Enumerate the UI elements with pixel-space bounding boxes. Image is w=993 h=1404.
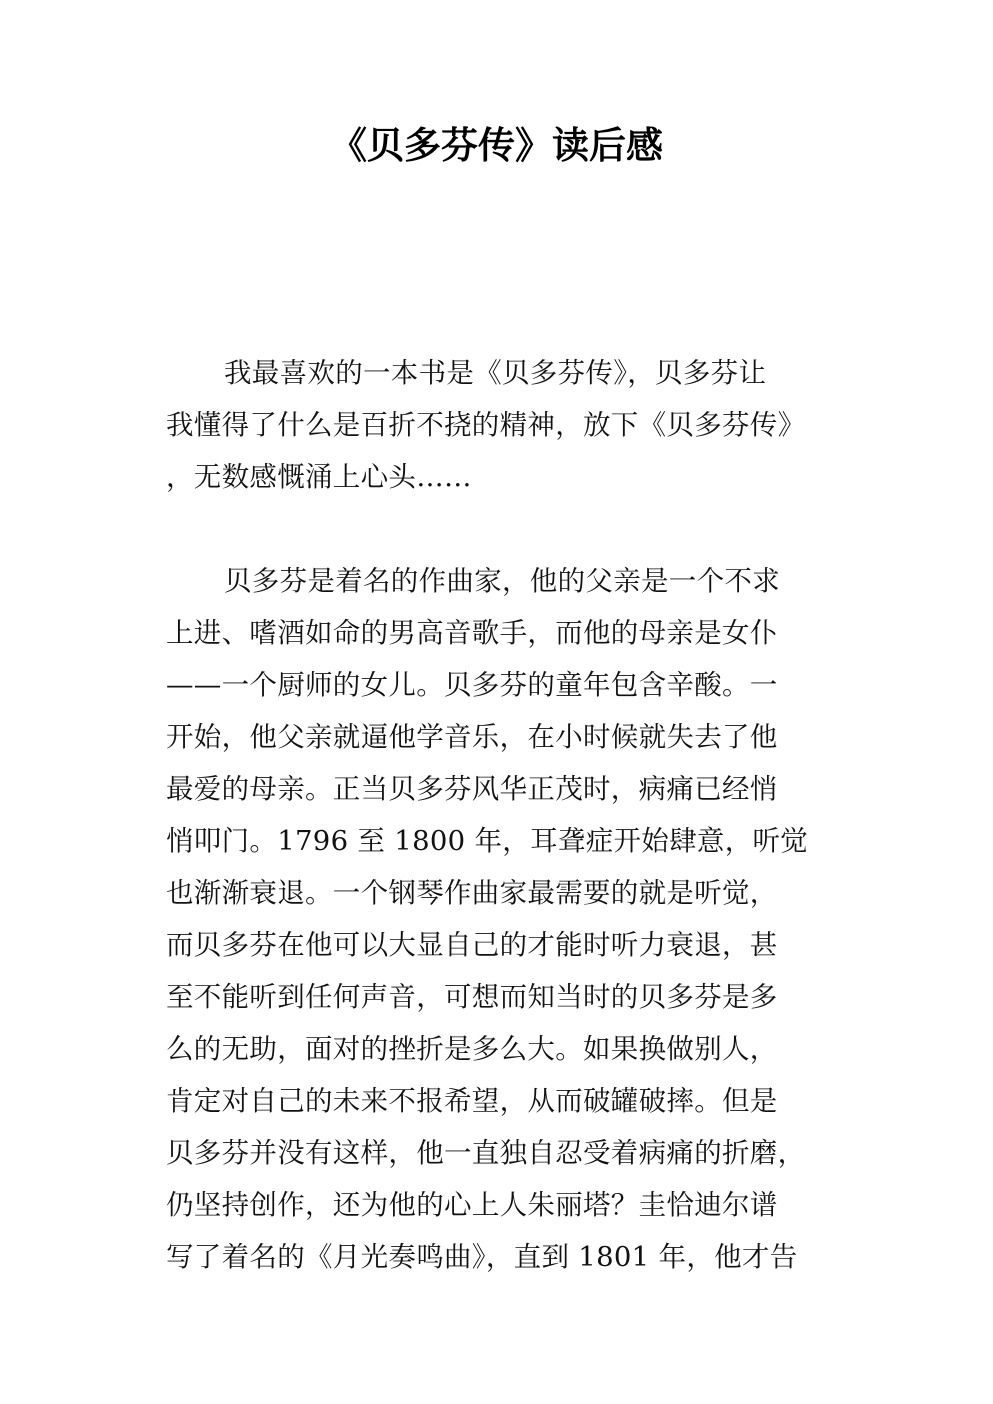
paragraph-line: 开始，他父亲就逼他学音乐，在小时候就失去了他 [166,721,778,753]
paragraph-line: 至不能听到任何声音，可想而知当时的贝多芬是多 [166,981,778,1013]
paragraph-intro [166,347,866,503]
paragraph-line: 么的无助，面对的挫折是多么大。如果换做别人， [166,1033,778,1065]
paragraph-line: 肯定对自己的未来不报希望，从而破罐破摔。但是 [166,1085,778,1117]
paragraph-line: 写了着名的《月光奏鸣曲》，直到 1801 年，他才告 [166,1241,798,1273]
paragraph-biography [166,555,866,1283]
paragraph-line: 悄叩门。1796 至 1800 年，耳聋症开始肆意，听觉 [166,825,809,857]
paragraph-line: ，无数感慨涌上心头…… [166,461,472,493]
paragraph-line: 也渐渐衰退。一个钢琴作曲家最需要的就是听觉， [166,877,778,909]
document-title: 《贝多芬传》读后感 [330,124,663,167]
paragraph-line: 上进、嗜酒如命的男高音歌手，而他的母亲是女仆 [166,617,778,649]
paragraph-line: ——一个厨师的女儿。贝多芬的童年包含辛酸。一 [166,669,778,701]
paragraph-line: 仍坚持创作，还为他的心上人朱丽塔？圭恰迪尔谱 [166,1189,778,1221]
paragraph-line: 贝多芬是着名的作曲家，他的父亲是一个不求 [224,565,780,597]
paragraph-line: 我最喜欢的一本书是《贝多芬传》，贝多芬让 [224,357,767,389]
paragraph-line: 最爱的母亲。正当贝多芬风华正茂时，病痛已经悄 [166,773,778,805]
paragraph-line: 而贝多芬在他可以大显自己的才能时听力衰退，甚 [166,929,778,961]
paragraph-line: 贝多芬并没有这样，他一直独自忍受着病痛的折磨， [166,1137,806,1169]
paragraph-line: 我懂得了什么是百折不挠的精神，放下《贝多芬传》 [166,409,806,441]
